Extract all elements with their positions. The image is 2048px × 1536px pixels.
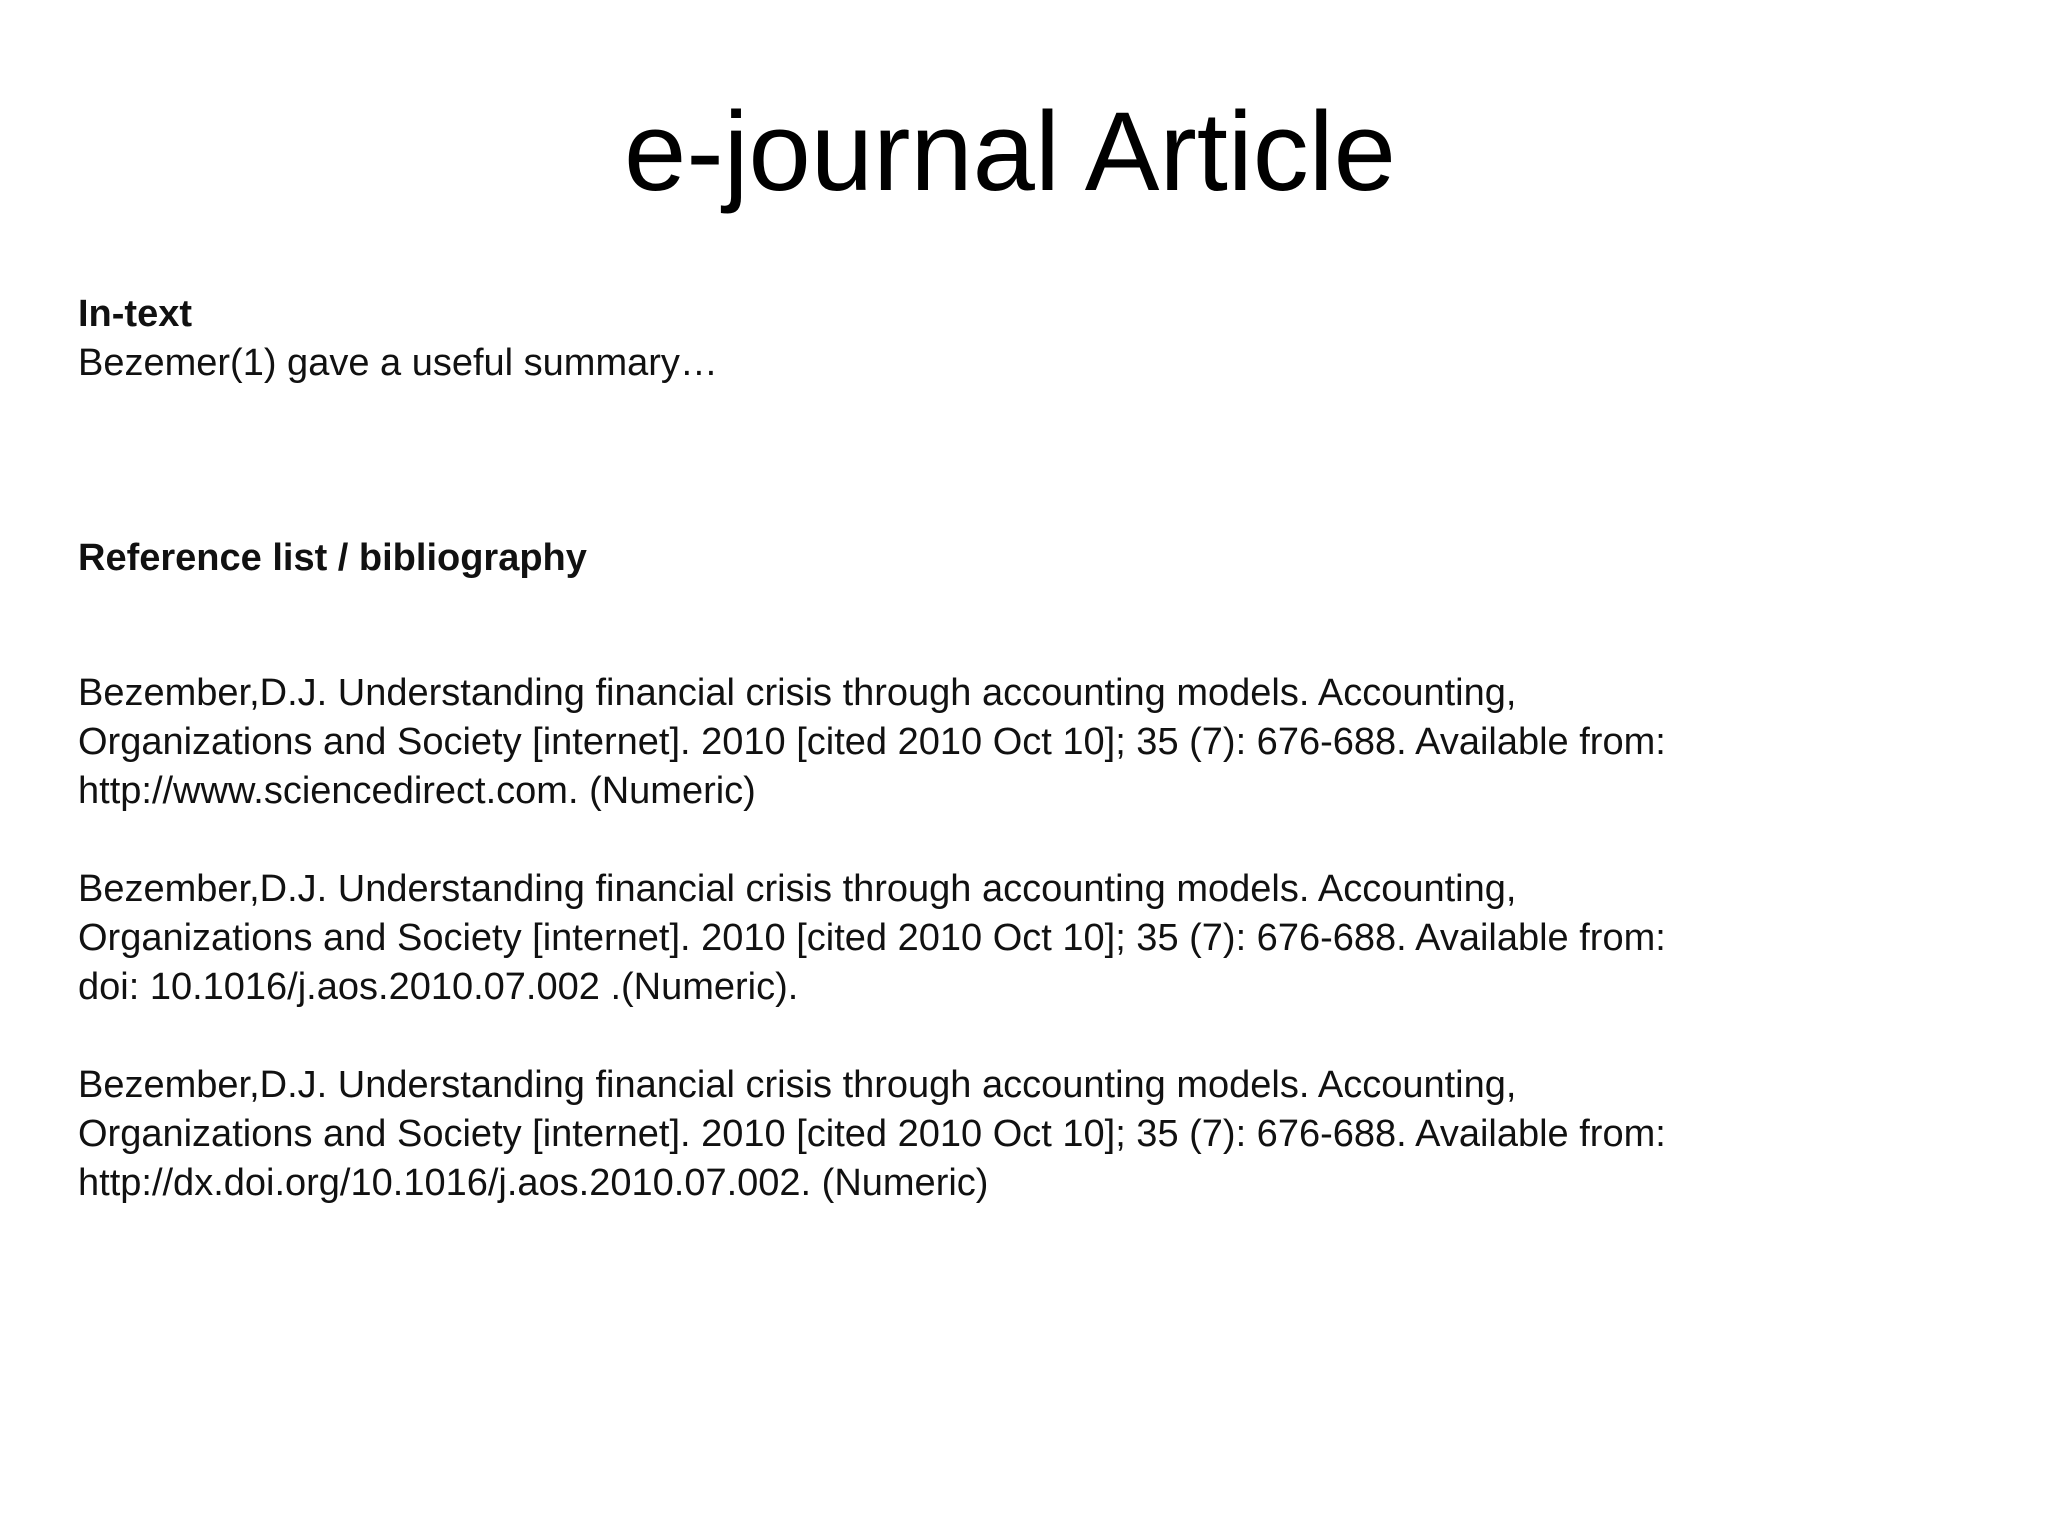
reference-line: Bezember,D.J. Understanding financial crisis through accounting models. Accounting, xyxy=(78,868,1517,910)
reference-list-heading: Reference list / bibliography xyxy=(78,537,587,579)
reference-list xyxy=(78,669,1918,1257)
reference-entry xyxy=(78,669,1918,816)
reference-line: http://dx.doi.org/10.1016/j.aos.2010.07.002. (Numeric) xyxy=(78,1162,989,1204)
reference-entry xyxy=(78,1061,1918,1208)
intext-heading: In-text xyxy=(78,293,192,335)
reference-line: Organizations and Society [internet]. 2010 [cited 2010 Oct 10]; 35 (7): 676-688. Available from: xyxy=(78,917,1666,959)
reference-section-header xyxy=(78,534,1918,583)
reference-line: Bezember,D.J. Understanding financial crisis through accounting models. Accounting, xyxy=(78,1064,1517,1106)
reference-line: Organizations and Society [internet]. 2010 [cited 2010 Oct 10]; 35 (7): 676-688. Available from: xyxy=(78,1113,1666,1155)
intext-example: Bezemer(1) gave a useful summary… xyxy=(78,342,718,384)
reference-line: doi: 10.1016/j.aos.2010.07.002 .(Numeric). xyxy=(78,966,799,1008)
reference-line: Bezember,D.J. Understanding financial crisis through accounting models. Accounting, xyxy=(78,672,1517,714)
intext-section xyxy=(78,290,1918,388)
reference-line: Organizations and Society [internet]. 2010 [cited 2010 Oct 10]; 35 (7): 676-688. Available from: xyxy=(78,721,1666,763)
reference-line: http://www.sciencedirect.com. (Numeric) xyxy=(78,770,756,812)
reference-entry xyxy=(78,865,1918,1012)
slide-title: e-journal Article xyxy=(624,89,1396,214)
